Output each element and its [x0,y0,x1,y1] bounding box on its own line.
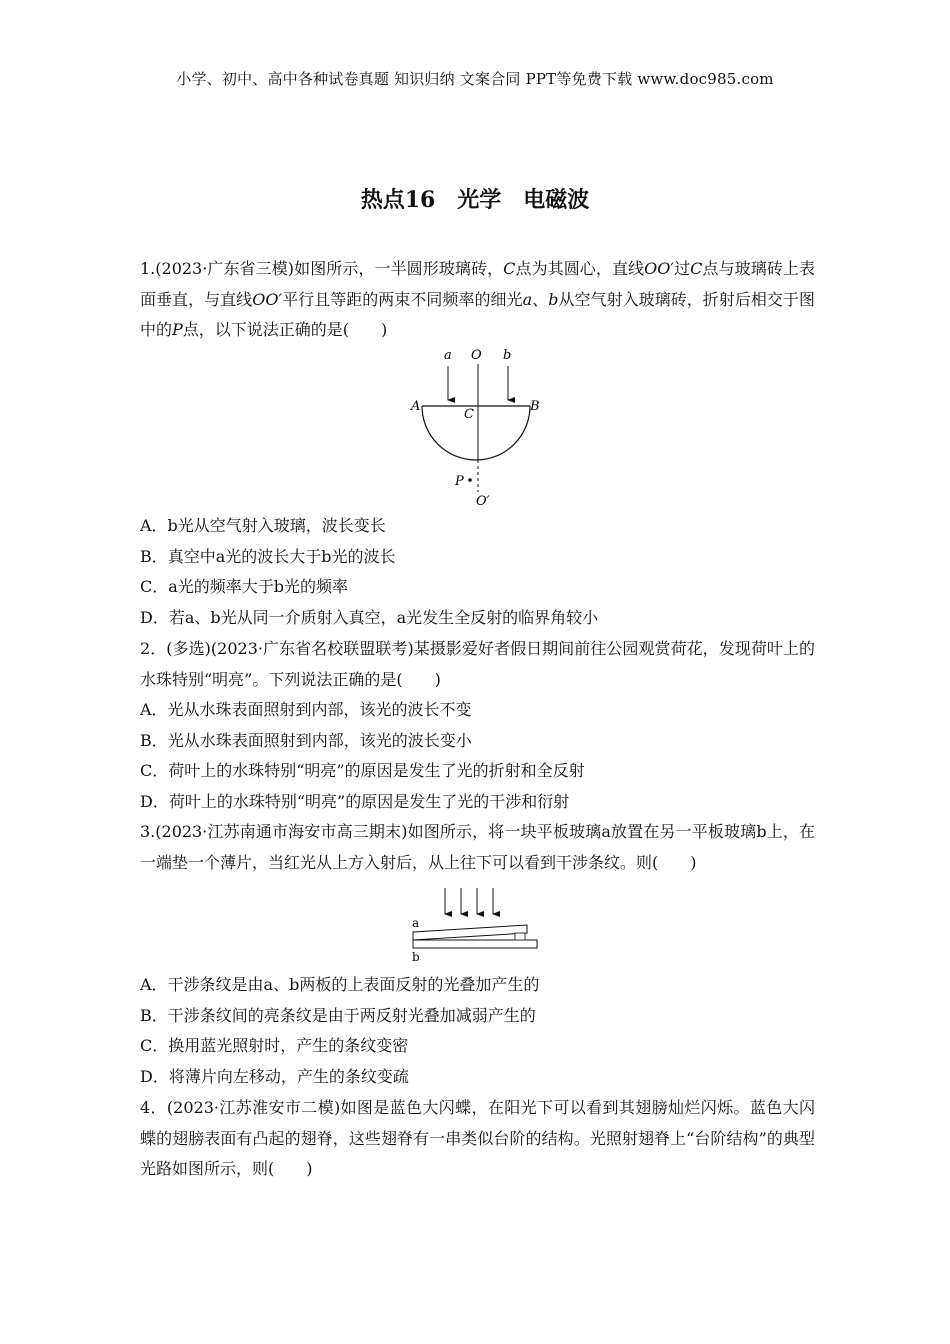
q1-stem-var: C [690,259,703,278]
q1-stem-text: 从空气射入玻璃砖，折射后相交于图中的 [140,289,815,339]
fig1-glass-arc [422,406,530,460]
q1-stem-text: 点，以下说法正确的是( ) [182,320,388,339]
fig3-plate-a [413,925,527,940]
q3-option-b: B．干涉条纹间的亮条纹是由于两反射光叠加减弱产生的 [140,1005,536,1025]
fig1-label-A: A [411,399,421,414]
fig3-label-b: b [412,950,420,964]
q1-stem-text: 平行且等距的两束不同频率的细光 [282,289,523,309]
page-title: 热点16 光学 电磁波 [360,187,590,213]
q1-stem-text: 1.(2023·广东省三模)如图所示，一半圆形玻璃砖， [140,259,504,278]
q1-stem [140,254,815,346]
q1-option-d: D．若a、b光从同一介质射入真空，a光发生全反射的临界角较小 [140,607,599,627]
q3-option-a: A．干涉条纹是由a、b两板的上表面反射的光叠加产生的 [140,975,540,994]
q1-option-a: A．b光从空气射入玻璃，波长变长 [140,516,386,535]
q1-stem-var: P [172,320,183,339]
q3-glass-plates-figure [405,882,545,964]
fig1-point-P [468,478,472,482]
q2-option-b: B．光从水珠表面照射到内部，该光的波长变小 [140,730,472,750]
q1-stem-text: 点为其圆心，直线 [515,259,645,278]
q1-stem-var: OO′ [252,289,283,309]
q2-option-d: D．荷叶上的水珠特别“明亮”的原因是发生了光的干涉和衍射 [140,791,570,811]
fig1-label-a: a [444,348,452,363]
q2-block [140,634,815,817]
fig1-label-O: O [471,348,482,363]
fig1-label-P: P [455,474,464,489]
fig3-label-a: a [412,916,420,930]
fig1-label-C: C [464,407,474,422]
fig1-label-O2: O′ [476,494,490,509]
q1-options [140,511,815,633]
q2-option-c: C．荷叶上的水珠特别“明亮”的原因是发生了光的折射和全反射 [140,761,585,780]
page-header: 小学、初中、高中各种试卷真题 知识归纳 文案合同 PPT等免费下载 www.doc985.com [176,70,774,88]
q4-stem: 4．(2023·江苏淮安市二模)如图是蓝色大闪蝶，在阳光下可以看到其翅膀灿烂闪烁。蓝色大闪蝶的翅膀表面有凸起的翅脊，这些翅脊有一串类似台阶的结构。光照射翅脊上“台阶结构”的典型光路如图所示，则( ) [140,1098,815,1178]
q1-stem-var: OO′ [644,259,674,278]
q3-options [140,970,815,1092]
q1-option-b: B．真空中a光的波长大于b光的波长 [140,546,396,566]
q3-option-c: C．换用蓝光照射时，产生的条纹变密 [140,1036,409,1055]
q1-stem-text: 、 [532,289,549,309]
fig3-spacer [515,933,525,940]
q1-stem-var: b [548,289,559,309]
q1-stem-text: 点与玻璃砖上表面垂直，与直线 [140,259,815,309]
fig1-label-B: B [530,399,540,414]
q3-stem: 3.(2023·江苏南通市海安市高三期末)如图所示，将一块平板玻璃a放置在另一平板玻璃b上，在一端垫一个薄片，当红光从上方入射后，从上往下可以看到干涉条纹。则( ) [140,822,815,872]
fig3-plate-b [413,940,537,948]
q2-option-a: A．光从水珠表面照射到内部，该光的波长不变 [140,700,472,719]
q3-option-d: D．将薄片向左移动，产生的条纹变疏 [140,1066,409,1086]
q1-semicircle-figure [400,342,560,512]
q1-stem-var: C [503,259,516,278]
q1-option-c: C．a光的频率大于b光的频率 [140,577,349,596]
fig1-label-b: b [503,348,512,363]
q2-stem: 2．(多选)(2023·广东省名校联盟联考)某摄影爱好者假日期间前往公园观赏荷花，发现荷叶上的水珠特别“明亮”。下列说法正确的是( ) [140,639,815,689]
q1-stem-var: a [522,289,533,309]
q1-stem-text: 过 [674,259,691,278]
